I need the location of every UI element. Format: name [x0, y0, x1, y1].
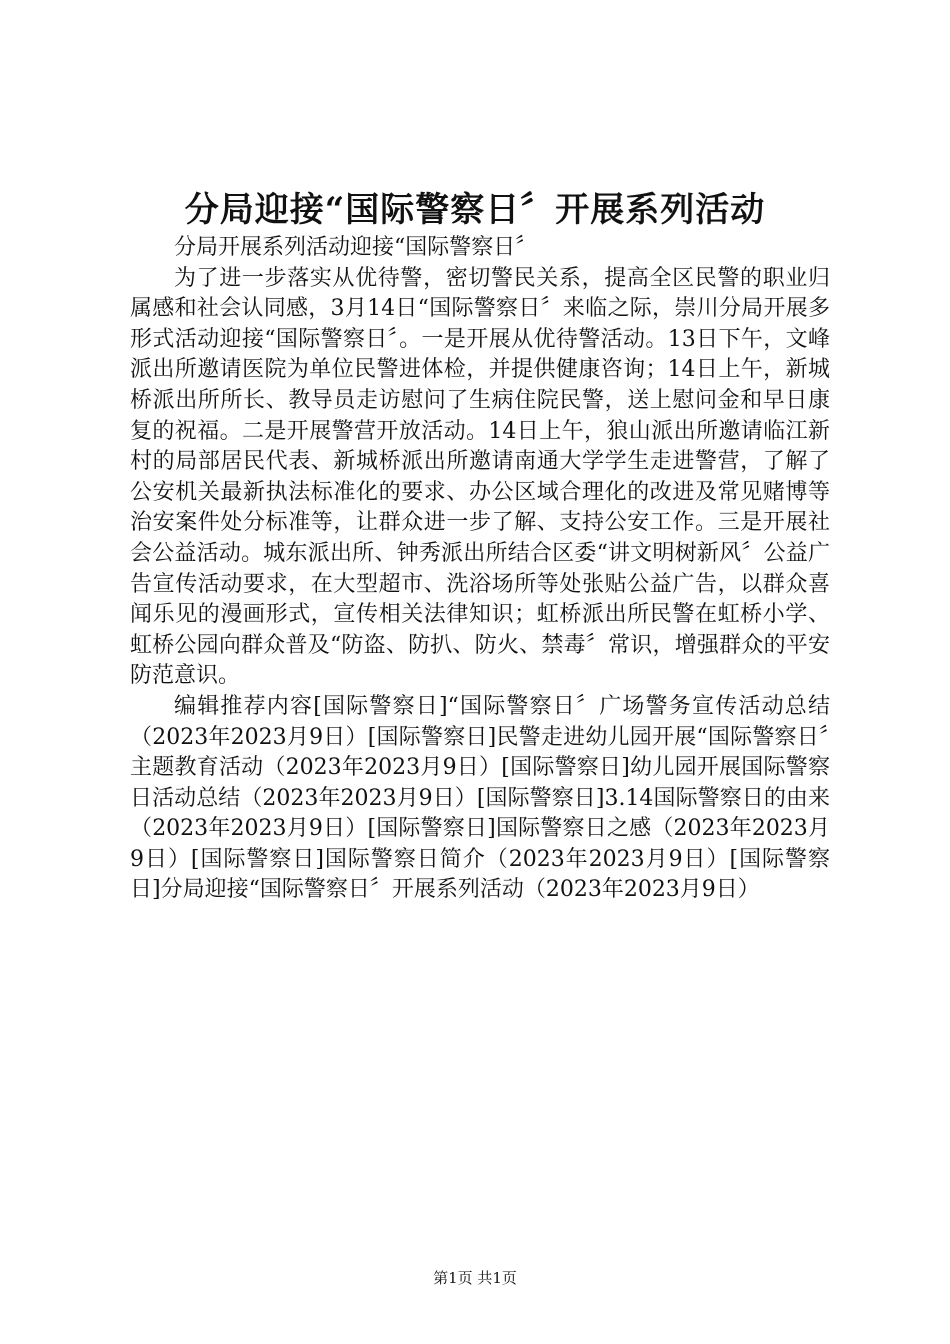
main-paragraph: 为了进一步落实从优待警，密切警民关系，提高全区民警的职业归属感和社会认同感，3月14日“国际警察日〞来临之际，崇川分局开展多形式活动迎接“国际警察日〞。一是开展从优待警活动。13日下午，文峰派出所邀请医院为单位民警进体检，并提供健康咨询；14日上午，新城桥派出所所长、教导员走访慰问了生病住院民警，送上慰问金和早日康复的祝福。二是开展警营开放活动。14日上午，狼山派出所邀请临江新村的局部居民代表、新城桥派出所邀请南通大学学生走进警营，了解了公安机关最新执法标准化的要求、办公区域合理化的改进及常见赌博等治安案件处分标准等，让群众进一步了解、支持公安工作。三是开展社会公益活动。城东派出所、钟秀派出所结合区委“讲文明树新风〞公益广告宣传活动要求，在大型超市、洗浴场所等处张贴公益广告，以群众喜闻乐见的漫画形式，宣传相关法律知识；虹桥派出所民警在虹桥小学、虹桥公园向群众普及“防盗、防扒、防火、禁毒〞常识，增强群众的平安防范意识。 [130, 265, 830, 689]
document-title: 分局迎接“国际警察日〞开展系列活动 [184, 190, 766, 230]
recommended-content-paragraph: 编辑推荐内容[国际警察日]“国际警察日〞广场警务宣传活动总结（2023年2023月9日）[国际警察日]民警走进幼儿园开展“国际警察日〞主题教育活动（2023年2023月9日）[国际警察日]幼儿园开展国际警察日活动总结（2023年2023月9日）[国际警察日]3.14国际警察日的由来（2023年2023月9日）[国际警察日]国际警察日之感（2023年2023月9日）[国际警察日]国际警察日简介（2023年2023月9日）[国际警察日]分局迎接“国际警察日〞开展系列活动（2023年2023月9日） [130, 693, 830, 903]
document-body [130, 233, 830, 906]
page-footer: 第1页 共1页 [433, 1269, 517, 1287]
subtitle-paragraph: 分局开展系列活动迎接“国际警察日〞 [174, 235, 538, 260]
